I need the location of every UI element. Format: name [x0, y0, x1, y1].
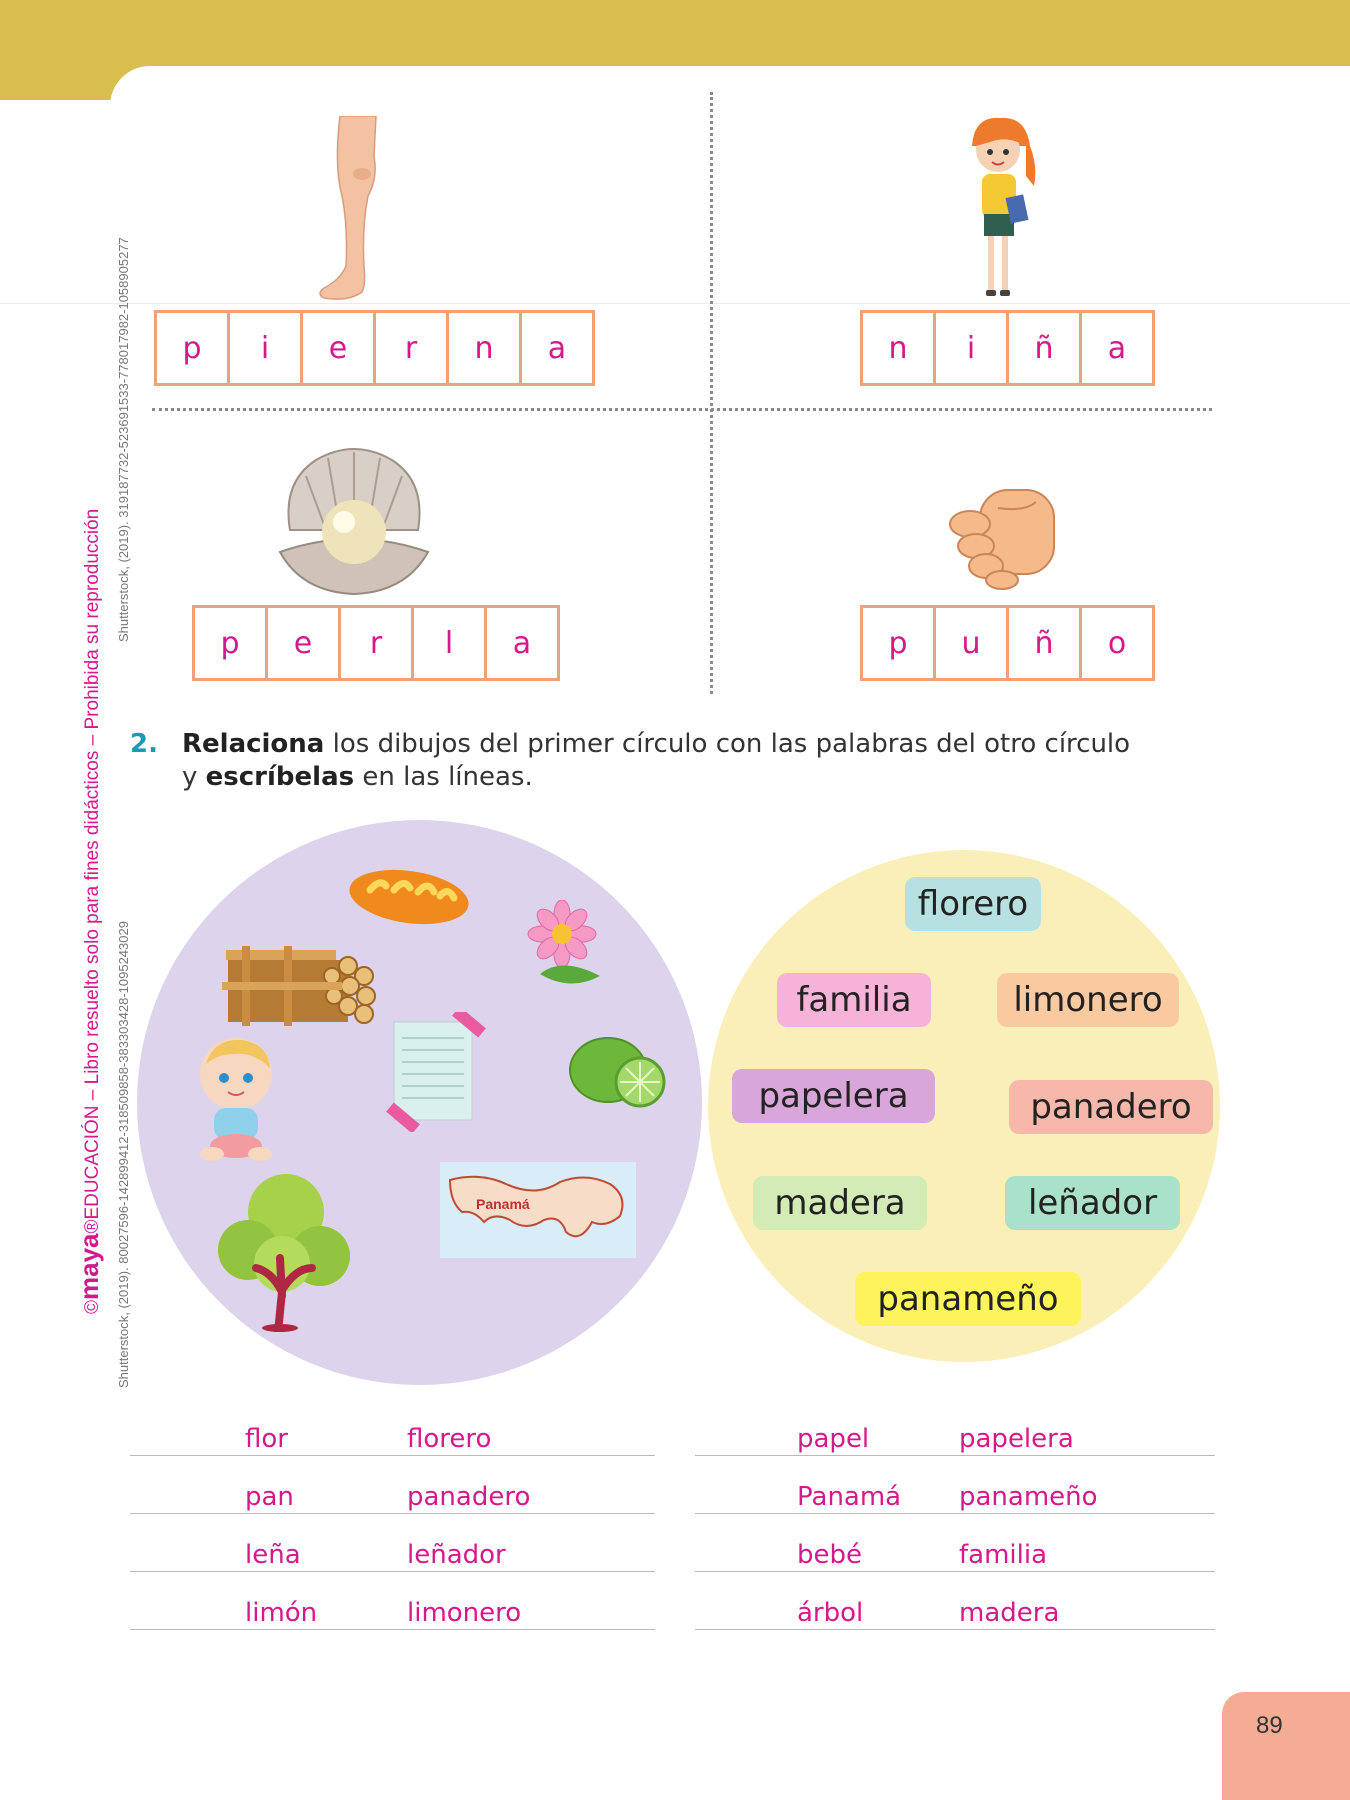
paper-note-icon [386, 1012, 486, 1132]
answer-base-word[interactable]: limón [245, 1598, 318, 1628]
word-chip: florero [905, 877, 1041, 931]
lime-icon [568, 1034, 668, 1112]
registered-symbol: ® [82, 1219, 103, 1234]
answer-base-word[interactable]: Panamá [797, 1482, 902, 1512]
answer-derived-word[interactable]: madera [959, 1598, 1060, 1628]
faint-guide-line [0, 303, 1350, 304]
pearl-shell-icon [276, 442, 432, 598]
letter-box[interactable]: r [373, 310, 449, 386]
instruction-bold: escríbelas [205, 762, 355, 792]
bread-icon [346, 864, 472, 930]
instruction-text: en las líneas. [354, 762, 533, 792]
answer-derived-word[interactable]: papelera [959, 1424, 1074, 1454]
letter-box[interactable]: n [446, 310, 522, 386]
page-number-tab [1222, 1692, 1350, 1800]
flower-icon [520, 900, 604, 990]
answer-line [695, 1571, 1215, 1572]
exercise-2-instruction [130, 728, 1230, 794]
grid-divider-vertical [710, 92, 713, 694]
tree-icon [216, 1172, 352, 1332]
answer-line [130, 1455, 655, 1456]
answer-derived-word[interactable]: florero [407, 1424, 492, 1454]
girl-icon [960, 116, 1040, 306]
header-curve [110, 66, 1350, 126]
answer-base-word[interactable]: papel [797, 1424, 870, 1454]
answer-derived-word[interactable]: leñador [407, 1540, 506, 1570]
answer-derived-word[interactable]: familia [959, 1540, 1048, 1570]
letter-boxes-puno [860, 605, 1155, 681]
instruction-bold: Relaciona [182, 729, 325, 759]
map-label: Panamá [476, 1196, 530, 1212]
word-chip: panameño [855, 1272, 1081, 1326]
letter-box[interactable]: o [1079, 605, 1155, 681]
answer-line [130, 1629, 655, 1630]
leg-icon [318, 116, 378, 302]
letter-box[interactable]: p [860, 605, 936, 681]
image-credit-top: Shutterstock, (2019). 319187732-523691533-778017982-1058905277 [116, 237, 131, 642]
answer-base-word[interactable]: árbol [797, 1598, 864, 1628]
word-chip: madera [753, 1176, 927, 1230]
letter-box[interactable]: p [192, 605, 268, 681]
exercise-number: 2. [130, 729, 158, 759]
letter-box[interactable]: p [154, 310, 230, 386]
image-credit-bottom: Shutterstock, (2019). 80027596-142899412-318509858-383303428-1095243029 [116, 921, 131, 1388]
fist-icon [948, 484, 1058, 590]
letter-box[interactable]: e [265, 605, 341, 681]
answer-base-word[interactable]: pan [245, 1482, 294, 1512]
word-chip: familia [777, 973, 931, 1027]
word-chip: limonero [997, 973, 1179, 1027]
letter-boxes-pierna [154, 310, 595, 386]
letter-boxes-nina [860, 310, 1155, 386]
brand-logo: maya [74, 1233, 104, 1300]
answer-line [695, 1513, 1215, 1514]
word-chip: leñador [1005, 1176, 1180, 1230]
answer-line [130, 1513, 655, 1514]
letter-boxes-perla [192, 605, 560, 681]
instruction-text: los dibujos del primer círculo con las palabras del otro círculo [324, 729, 1131, 759]
letter-box[interactable]: a [1079, 310, 1155, 386]
grid-divider-horizontal [152, 408, 1212, 411]
page-number: 89 [1256, 1712, 1283, 1739]
answer-derived-word[interactable]: panameño [959, 1482, 1098, 1512]
letter-box[interactable]: l [411, 605, 487, 681]
answer-line [695, 1629, 1215, 1630]
letter-box[interactable]: i [933, 310, 1009, 386]
firewood-icon [222, 930, 382, 1030]
side-copyright-text: EDUCACIÓN – Libro resuelto solo para fines didácticos – Prohibida su reproducción [82, 508, 103, 1220]
answer-base-word[interactable]: bebé [797, 1540, 862, 1570]
answer-line [695, 1455, 1215, 1456]
panama-map-shape [440, 1162, 636, 1258]
letter-box[interactable]: ñ [1006, 605, 1082, 681]
instruction-text: y [182, 762, 206, 792]
baby-icon [194, 1034, 278, 1164]
letter-box[interactable]: a [484, 605, 560, 681]
answer-derived-word[interactable]: panadero [407, 1482, 531, 1512]
panama-map-icon [440, 1162, 636, 1258]
letter-box[interactable]: e [300, 310, 376, 386]
answer-base-word[interactable]: leña [245, 1540, 301, 1570]
word-chip: papelera [732, 1069, 935, 1123]
letter-box[interactable]: n [860, 310, 936, 386]
copyright-symbol: © [82, 1300, 103, 1314]
answer-line [130, 1571, 655, 1572]
letter-box[interactable]: a [519, 310, 595, 386]
letter-box[interactable]: i [227, 310, 303, 386]
side-copyright [74, 509, 105, 1314]
word-chip: panadero [1009, 1080, 1213, 1134]
letter-box[interactable]: r [338, 605, 414, 681]
letter-box[interactable]: u [933, 605, 1009, 681]
answer-derived-word[interactable]: limonero [407, 1598, 522, 1628]
letter-box[interactable]: ñ [1006, 310, 1082, 386]
answer-base-word[interactable]: flor [245, 1424, 288, 1454]
